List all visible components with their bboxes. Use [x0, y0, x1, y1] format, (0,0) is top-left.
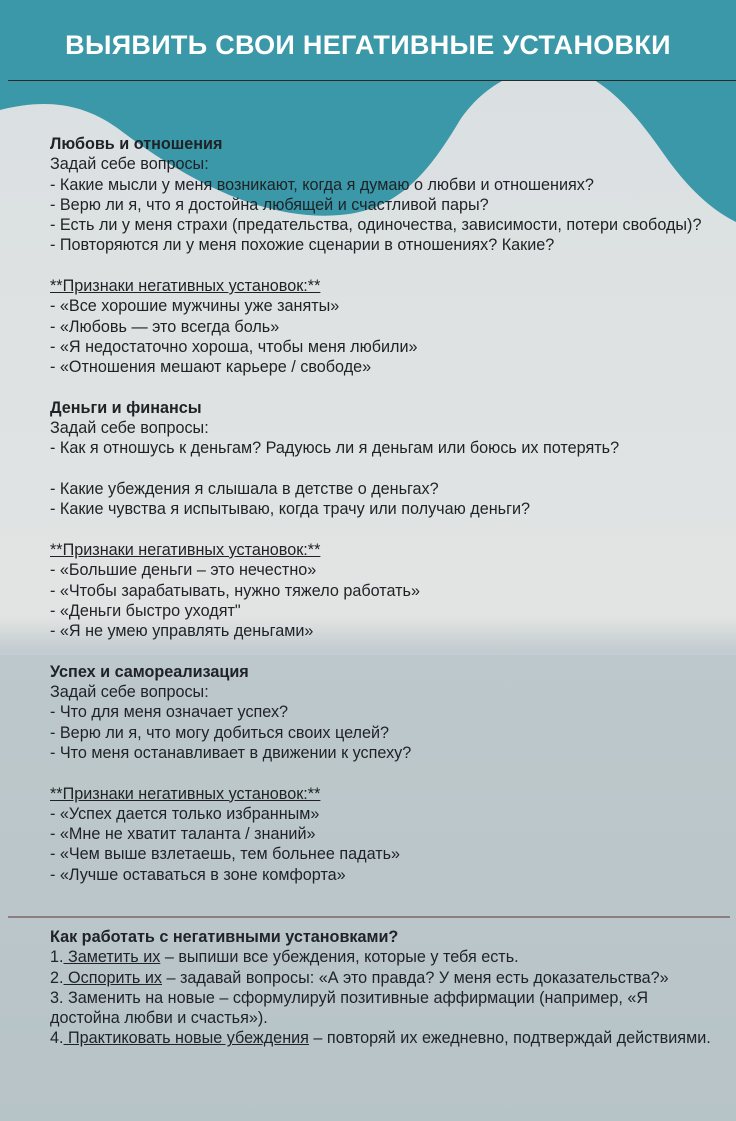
how-step-4 [50, 1028, 715, 1048]
success-question-3: - Что меня останавливает в движении к успеху? [50, 743, 412, 762]
how-step-1 [50, 947, 715, 967]
how-heading: Как работать с негативными установками? [50, 928, 399, 946]
success-sign-1: - «Успех дается только избранным» [50, 804, 320, 823]
step-1-text: – выпиши все убеждения, которые у тебя есть. [160, 948, 519, 967]
money-ask: Задай себе вопросы: [50, 419, 209, 438]
success-question-1: - Что для меня означает успех? [50, 703, 289, 722]
love-sign-2: - «Любовь — это всегда боль» [50, 317, 280, 336]
section-divider [8, 916, 730, 918]
money-question-3: - Какие чувства я испытываю, когда трачу или получаю деньги? [50, 500, 531, 519]
step-2-text: – задавай вопросы: «А это правда? У меня есть доказательства?» [162, 968, 669, 987]
love-signs-heading [50, 276, 715, 296]
money-signs-label: **Признаки негативных установок:** [50, 540, 321, 559]
step-2-number: 2. [50, 968, 64, 987]
love-sign-3: - «Я недостаточно хороша, чтобы меня любили» [50, 337, 418, 356]
step-4-number: 4. [50, 1029, 64, 1048]
money-heading: Деньги и финансы [50, 398, 202, 417]
step-4-text: – повторяй их ежедневно, подтверждай действиями. [308, 1029, 711, 1048]
love-sign-4: - «Отношения мешают карьере / свободе» [50, 358, 372, 377]
success-sign-3: - «Чем выше взлетаешь, тем больнее падать» [50, 845, 401, 864]
money-sign-3: - «Деньги быстро уходят" [50, 601, 241, 620]
step-2-link[interactable]: Оспорить их [63, 968, 162, 987]
title-divider [8, 80, 736, 81]
success-sign-2: - «Мне не хватит таланта / знаний» [50, 825, 316, 844]
step-1-link[interactable]: Заметить их [63, 948, 161, 967]
success-question-2: - Верю ли я, что могу добиться своих целей? [50, 723, 390, 742]
how-step-3: 3. Заменить на новые – сформулируй позитивные аффирмации (например, «Я достойна любви и счастья»). [50, 988, 649, 1028]
love-heading: Любовь и отношения [50, 135, 223, 153]
success-sign-4: - «Лучше оставаться в зоне комфорта» [50, 865, 346, 884]
page-title: ВЫЯВИТЬ СВОИ НЕГАТИВНЫЕ УСТАНОВКИ [65, 30, 671, 60]
step-1-number: 1. [50, 948, 64, 967]
step-4-link[interactable]: Практиковать новые убеждения [63, 1029, 309, 1048]
love-signs-label: **Признаки негативных установок:** [50, 277, 321, 296]
love-ask: Задай себе вопросы: [50, 155, 209, 174]
love-question-3: - Есть ли у меня страхи (предательства, одиночества, зависимости, потери свободы)? [50, 216, 702, 235]
money-sign-1: - «Большие деньги – это нечестно» [50, 561, 317, 580]
love-sign-1: - «Все хорошие мужчины уже заняты» [50, 297, 340, 316]
money-signs-heading [50, 540, 715, 560]
success-signs-heading [50, 784, 715, 804]
content-body [50, 134, 715, 885]
how-step-2 [50, 968, 715, 988]
money-sign-2: - «Чтобы зарабатывать, нужно тяжело работать» [50, 581, 420, 600]
success-signs-label: **Признаки негативных установок:** [50, 784, 321, 803]
money-question-1: - Как я отношусь к деньгам? Радуюсь ли я деньгам или боюсь их потерять? [50, 439, 620, 458]
love-question-4: - Повторяются ли у меня похожие сценарии в отношениях? Какие? [50, 236, 555, 255]
money-sign-4: - «Я не умею управлять деньгами» [50, 622, 314, 641]
success-heading: Успех и самореализация [50, 662, 249, 681]
how-to-section [50, 927, 715, 1049]
money-question-2: - Какие убеждения я слышала в детстве о деньгах? [50, 480, 439, 499]
love-question-1: - Какие мысли у меня возникают, когда я думаю о любви и отношениях? [50, 175, 594, 194]
love-question-2: - Верю ли я, что я достойна любящей и счастливой пары? [50, 195, 489, 214]
success-ask: Задай себе вопросы: [50, 683, 209, 702]
